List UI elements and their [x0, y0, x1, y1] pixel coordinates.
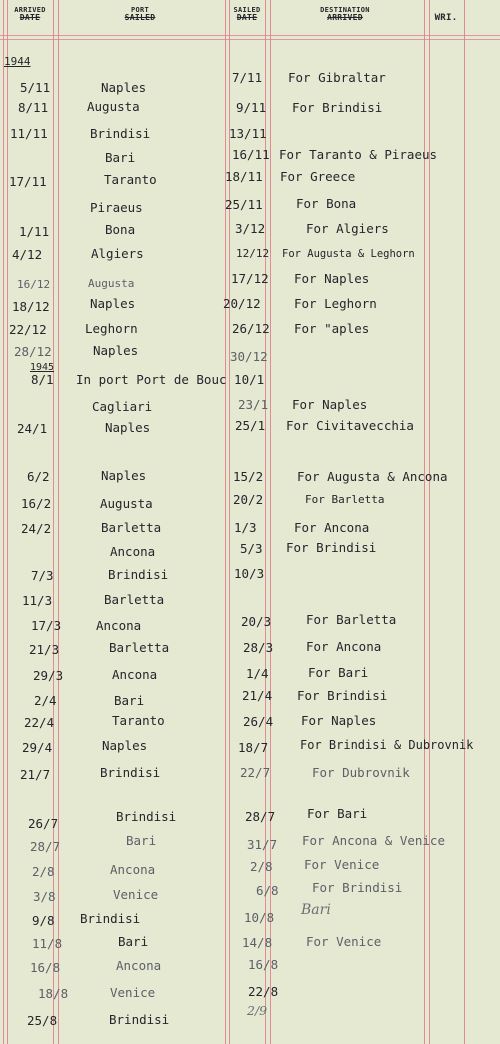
sailed-date: 26/4	[243, 714, 274, 729]
sailed-date: 26/12	[232, 321, 270, 336]
port-name: Barletta	[104, 592, 165, 607]
port-name: Bari	[105, 150, 136, 165]
port-name: Barletta	[101, 520, 162, 535]
arrived-date: 6/2	[27, 469, 50, 484]
arrived-date: 26/7	[28, 816, 59, 831]
destination: For Leghorn	[294, 296, 377, 311]
column-rule	[464, 0, 465, 1044]
sailed-date: 16/11	[232, 147, 270, 162]
sailed-header: SAILED DATE	[233, 6, 261, 22]
port-name: Augusta	[100, 496, 153, 511]
sailed-date: 20/2	[233, 492, 264, 507]
port-name: Leghorn	[85, 321, 138, 336]
destination: For Algiers	[306, 221, 389, 236]
arrived-date: 29/3	[33, 668, 64, 683]
arrived-date: 11/3	[22, 593, 53, 608]
sailed-date: 23/1	[238, 397, 269, 412]
header-rule	[0, 35, 500, 36]
arrived-date: 1/11	[19, 224, 50, 239]
sailed-date: 25/1	[235, 418, 266, 433]
wri-header: WRI.	[434, 13, 458, 23]
destination: For Naples	[294, 271, 370, 286]
port-name: Brindisi	[109, 1012, 170, 1027]
sailed-date: 28/7	[245, 809, 276, 824]
arrived-date: 8/1	[31, 372, 54, 387]
port-name: Bari	[114, 693, 145, 708]
arrived-date: 18/8	[38, 986, 69, 1001]
destination: For Bari	[308, 665, 369, 680]
port-name: Barletta	[109, 640, 170, 655]
column-rule	[225, 0, 226, 1044]
margin-rule	[7, 0, 8, 1044]
arrived-date: 11/8	[32, 936, 63, 951]
arrived-header: ARRIVED DATE	[14, 6, 46, 22]
arrived-date: 29/4	[22, 740, 53, 755]
arrived-date: 8/11	[18, 100, 49, 115]
port-name: Venice	[113, 887, 159, 902]
arrived-date: 16/8	[30, 960, 61, 975]
port-header: PORT SAILED	[124, 6, 156, 22]
destination-header: DESTINATION ARRIVED	[320, 6, 370, 22]
sailed-date: 10/8	[244, 910, 275, 925]
port-name: Brindisi	[80, 911, 141, 926]
destination: For Taranto & Piraeus	[279, 147, 438, 162]
arrived-date: 21/3	[29, 642, 60, 657]
arrived-date: 16/12	[17, 278, 51, 291]
destination: For Bona	[296, 196, 357, 211]
arrived-date: 3/8	[33, 889, 56, 904]
port-name: Bari	[118, 934, 149, 949]
destination: For Brindisi & Dubrovnik	[300, 738, 474, 752]
destination: For Barletta	[306, 612, 397, 627]
destination: Bari	[301, 902, 331, 918]
port-name: Augusta	[87, 99, 140, 114]
arrived-date: 2/8	[32, 864, 55, 879]
arrived-date: 22/12	[9, 322, 47, 337]
arrived-date: 28/12	[14, 344, 52, 359]
sailed-date: 22/7	[240, 765, 271, 780]
destination: For Brindisi	[292, 100, 383, 115]
destination: For Ancona & Venice	[302, 833, 445, 848]
port-name: Cagliari	[92, 399, 153, 414]
arrived-date: 24/2	[21, 521, 52, 536]
sailed-date: 15/2	[233, 469, 264, 484]
sailed-date: 7/11	[232, 70, 263, 85]
destination: For "aples	[294, 321, 370, 336]
port-name: Ancona	[110, 544, 156, 559]
sailed-date: 14/8	[242, 935, 273, 950]
port-name: Brindisi	[108, 567, 169, 582]
sailed-date: 22/8	[248, 984, 279, 999]
port-name: Algiers	[91, 246, 144, 261]
destination: For Ancona	[306, 639, 382, 654]
destination: For Civitavecchia	[286, 418, 414, 433]
arrived-date: 18/12	[12, 299, 50, 314]
port-name: Bari	[126, 833, 157, 848]
port-name: Augusta	[88, 277, 135, 290]
arrived-date: 2/4	[34, 693, 57, 708]
port-name: Naples	[93, 343, 139, 358]
port-name: Venice	[110, 985, 156, 1000]
arrived-date: 28/7	[30, 839, 61, 854]
destination: For Augusta & Ancona	[297, 469, 448, 484]
port-name: Naples	[101, 80, 147, 95]
sailed-date: 18/7	[238, 740, 269, 755]
port-name: Taranto	[112, 713, 165, 728]
port-name: Naples	[101, 468, 147, 483]
port-name: Piraeus	[90, 200, 143, 215]
sailed-date: 16/8	[248, 957, 279, 972]
sailed-date: 1/3	[234, 520, 257, 535]
port-name: Bona	[105, 222, 136, 237]
port-name: In port Port de Bouc 10/1	[76, 372, 265, 387]
sailed-date: 9/11	[236, 100, 267, 115]
arrived-date: 9/8	[32, 913, 55, 928]
column-rule	[53, 0, 54, 1044]
port-name: Naples	[102, 738, 148, 753]
column-rule	[58, 0, 59, 1044]
sailed-date: 25/11	[225, 197, 263, 212]
destination: For Naples	[292, 397, 368, 412]
year-label: 1945	[30, 362, 55, 373]
destination: For Dubrovnik	[312, 765, 410, 780]
sailed-date: 30/12	[230, 349, 268, 364]
sailed-date: 18/11	[225, 169, 263, 184]
destination: For Gibraltar	[288, 70, 386, 85]
arrived-date: 25/8	[27, 1013, 58, 1028]
port-name: Ancona	[96, 618, 142, 633]
arrived-date: 17/3	[31, 618, 62, 633]
sailed-date: 6/8	[256, 883, 279, 898]
destination: For Bari	[307, 806, 368, 821]
port-name: Brindisi	[100, 765, 161, 780]
arrived-date: 24/1	[17, 421, 48, 436]
sailed-date: 20/3	[241, 614, 272, 629]
port-name: Naples	[90, 296, 136, 311]
port-name: Taranto	[104, 172, 157, 187]
margin-rule	[3, 0, 4, 1044]
destination: For Ancona	[294, 520, 370, 535]
sailed-date: 12/12	[236, 247, 270, 260]
port-name: Ancona	[110, 862, 156, 877]
sailed-date: 17/12	[231, 271, 269, 286]
port-name: Naples	[105, 420, 151, 435]
arrived-date: 17/11	[9, 174, 47, 189]
destination: For Greece	[280, 169, 356, 184]
port-name: Brindisi	[90, 126, 151, 141]
port-name: Ancona	[112, 667, 158, 682]
year-label: 1944	[4, 55, 31, 68]
destination: For Brindisi	[312, 880, 403, 895]
destination: For Barletta	[305, 493, 385, 506]
destination: For Augusta & Leghorn	[282, 248, 415, 260]
destination: For Venice	[306, 934, 382, 949]
sailed-date: 31/7	[247, 837, 278, 852]
arrived-date: 21/7	[20, 767, 51, 782]
destination: For Brindisi	[286, 540, 377, 555]
arrived-date: 22/4	[24, 715, 55, 730]
arrived-date: 7/3	[31, 568, 54, 583]
arrived-date: 4/12	[12, 247, 43, 262]
arrived-date: 11/11	[10, 126, 48, 141]
sailed-date: 3/12	[235, 221, 266, 236]
sailed-date: 28/3	[243, 640, 274, 655]
destination: For Venice	[304, 857, 380, 872]
sailed-date: 13/11	[229, 126, 267, 141]
destination: For Naples	[301, 713, 377, 728]
header-rule	[0, 39, 500, 40]
arrived-date: 16/2	[21, 496, 52, 511]
sailed-date: 20/12	[223, 296, 261, 311]
sailed-date: 1/4	[246, 666, 269, 681]
sailed-date: 10/3	[234, 566, 265, 581]
sailed-date: 21/4	[242, 688, 273, 703]
destination: For Brindisi	[297, 688, 388, 703]
sailed-date: 2/9	[247, 1003, 268, 1018]
port-name: Brindisi	[116, 809, 177, 824]
arrived-date: 5/11	[20, 80, 51, 95]
sailed-date: 2/8	[250, 859, 273, 874]
port-name: Ancona	[116, 958, 162, 973]
sailed-date: 5/3	[240, 541, 263, 556]
column-rule	[229, 0, 230, 1044]
